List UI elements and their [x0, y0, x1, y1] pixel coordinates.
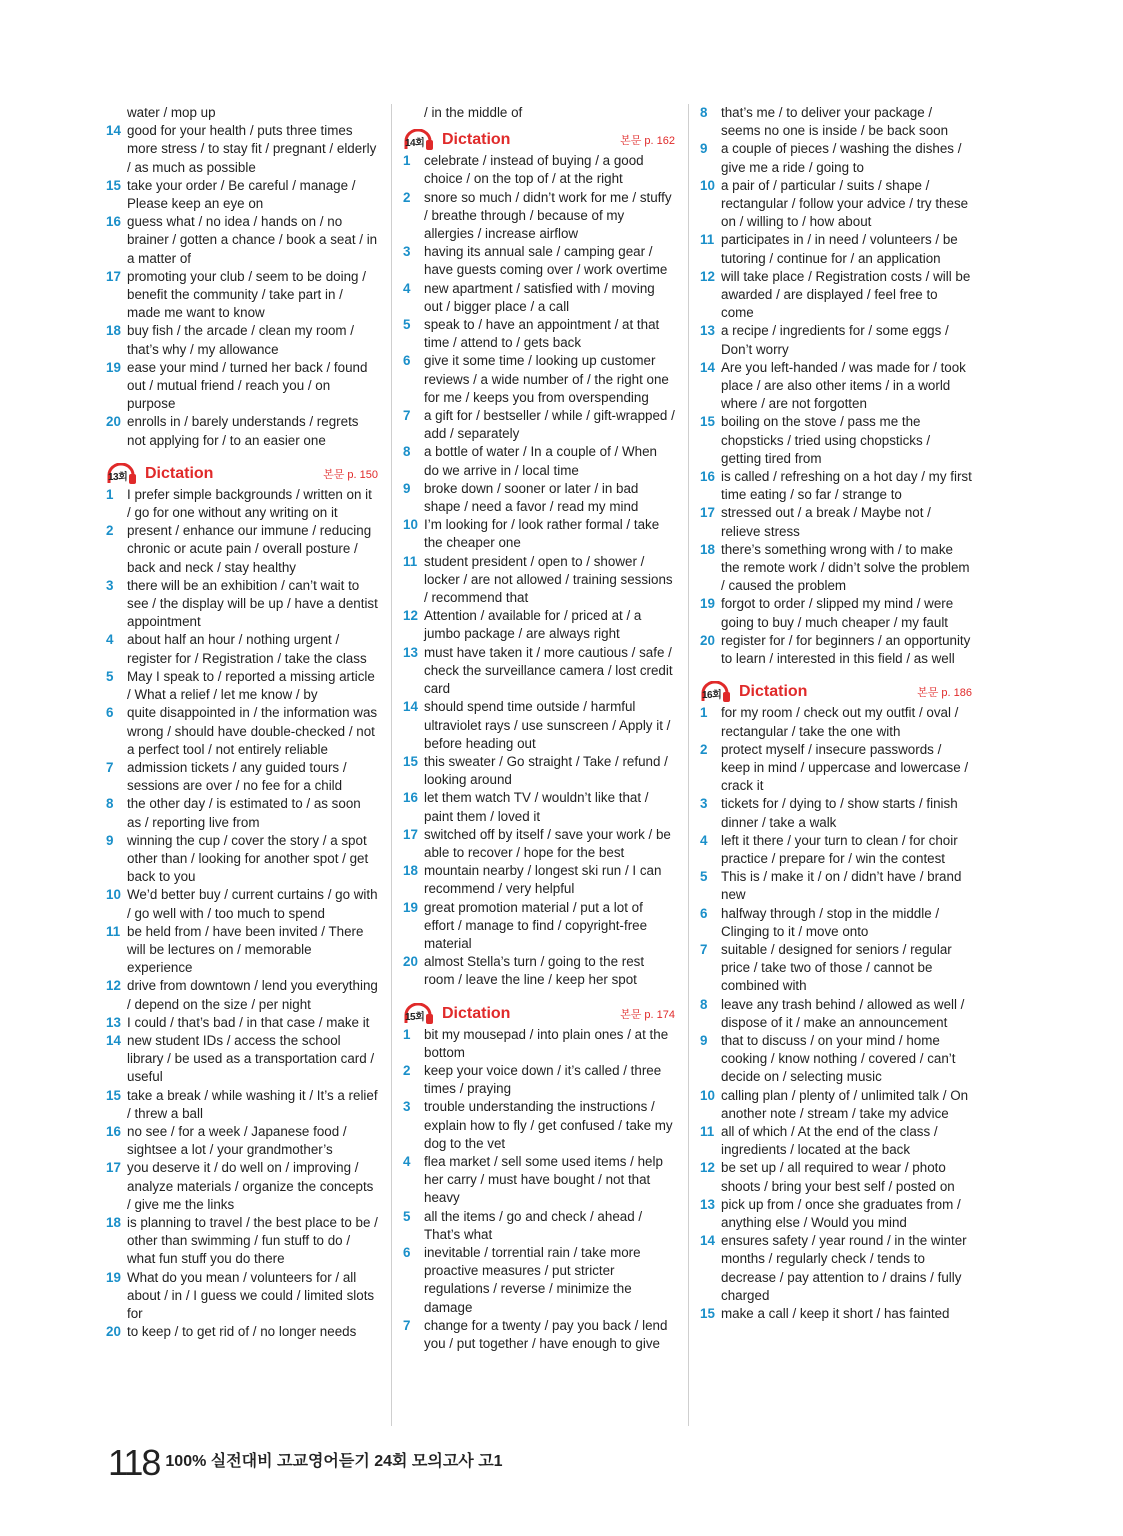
item-number: 5: [700, 869, 708, 885]
list-item: [106, 413, 378, 449]
item-text: inevitable / torrential rain / take more proactive measures / put stricter regulations / reverse / minimize the damage: [424, 1244, 641, 1315]
list-item: [106, 1323, 378, 1341]
page-number: 118: [108, 1442, 160, 1483]
headphones-icon: [403, 1003, 439, 1025]
list-item: [106, 213, 378, 268]
list-item: [403, 1208, 675, 1244]
item-number: 11: [700, 232, 715, 248]
item-number: 9: [403, 480, 411, 496]
item-text: I’m looking for / look rather formal / take the cheaper one: [424, 517, 660, 551]
item-text: a gift for / bestseller / while / gift-wrapped / add / separately: [424, 408, 675, 442]
item-number: 11: [106, 923, 121, 939]
item-text: May I speak to / reported a missing article / What a relief / let me know / by: [127, 668, 375, 703]
section-title: Dictation: [442, 1004, 511, 1022]
session-badge: 16회: [702, 690, 722, 702]
item-text: be set up / all required to wear / photo shoots / bring your best self / posted on: [721, 1160, 955, 1194]
column-3: [700, 104, 972, 1323]
item-number: 17: [700, 505, 715, 521]
list-item: [106, 122, 378, 177]
list-item: [106, 486, 378, 522]
item-number: 1: [403, 1026, 411, 1042]
item-text: ensures safety / year round / in the winter months / regularly check / tends to decrease / pay attention to / drains / fully charged: [721, 1233, 967, 1303]
item-number: 4: [403, 280, 411, 296]
session-badge: 14회: [405, 138, 425, 150]
list-item: [700, 231, 972, 267]
list-item: [700, 868, 972, 904]
item-text: that’s me / to deliver your package / seems no one is inside / be back soon: [721, 105, 949, 139]
item-number: 14: [106, 1032, 121, 1048]
list-item: [403, 352, 675, 407]
list-item: [106, 1269, 378, 1324]
book-title: 100% 실전대비 고교영어듣기 24회 모의고사 고1: [165, 1453, 503, 1470]
list-item: [700, 832, 972, 868]
item-text: This is / make it / on / didn’t have / brand new: [721, 869, 962, 903]
item-text: flea market / sell some used items / help her carry / must have bought / not that heavy: [424, 1153, 663, 1206]
item-text: bit my mousepad / into plain ones / at the bottom: [424, 1026, 669, 1060]
item-text: We’d better buy / current curtains / go with / go well with / too much to spend: [127, 887, 378, 921]
item-number: 2: [106, 523, 114, 539]
item-text: give it some time / looking up customer reviews / a wide number of / the right one for me / keeps you from overspending: [424, 353, 669, 405]
list-item: [403, 243, 675, 279]
item-number: 13: [700, 323, 715, 339]
list-item: [700, 905, 972, 941]
answer-list: [700, 704, 972, 1323]
item-number: 9: [106, 832, 114, 848]
item-number: 11: [403, 553, 418, 569]
item-number: 12: [700, 1160, 715, 1176]
list-item: [403, 1098, 675, 1153]
item-text: should spend time outside / harmful ultraviolet rays / use sunscreen / Apply it / before heading out: [424, 699, 671, 751]
page-footer: [108, 1442, 503, 1483]
item-text: make a call / keep it short / has fainted: [721, 1306, 950, 1321]
column-divider: [688, 104, 689, 1426]
list-item: [106, 795, 378, 831]
list-item: [700, 595, 972, 631]
item-text: switched off by itself / save your work / be able to recover / hope for the best: [424, 826, 671, 860]
item-text: a pair of / particular / suits / shape / rectangular / follow your advice / try these on / willing to / how about: [721, 177, 969, 230]
list-item: [106, 1214, 378, 1269]
list-item: [403, 1317, 675, 1353]
item-number: 8: [700, 105, 708, 120]
section-title: Dictation: [739, 683, 808, 701]
list-item: [700, 322, 972, 358]
list-item: [106, 1087, 378, 1123]
item-text: participates in / in need / volunteers / be tutoring / continue for / an application: [721, 232, 958, 266]
list-item: [403, 789, 675, 825]
headphones-icon: [403, 129, 439, 151]
item-number: 18: [700, 541, 715, 557]
list-item: [403, 1153, 675, 1208]
list-item: [403, 644, 675, 699]
item-number: 8: [106, 796, 114, 812]
item-text: that to discuss / on your mind / home cooking / know nothing / covered / can’t decide on / selecting music: [721, 1032, 956, 1085]
item-number: 8: [700, 996, 708, 1012]
item-text: be held from / have been invited / There will be lectures on / memorable experience: [127, 923, 364, 976]
item-text: will take place / Registration costs / will be awarded / are displayed / feel free to come: [721, 268, 971, 321]
list-item: [403, 953, 675, 989]
item-number: 20: [106, 414, 121, 430]
item-number: 16: [700, 469, 715, 485]
item-number: 10: [106, 887, 121, 903]
list-item: [106, 886, 378, 922]
item-number: 19: [700, 596, 715, 612]
item-number: 4: [700, 832, 708, 848]
item-number: 10: [403, 517, 418, 533]
item-text: winning the cup / cover the story / a spot other than / looking for another spot / get back to you: [127, 832, 369, 885]
list-item: [403, 753, 675, 789]
list-item: [403, 516, 675, 552]
list-item: [700, 1087, 972, 1123]
list-item: [106, 1014, 378, 1032]
list-item: [106, 177, 378, 213]
list-item: [403, 443, 675, 479]
item-text: great promotion material / put a lot of effort / manage to find / copyright-free material: [424, 899, 648, 951]
item-number: 19: [106, 1269, 121, 1285]
answer-list: [106, 122, 378, 450]
item-text: Attention / available for / priced at / a jumbo package / are always right: [424, 608, 642, 642]
list-item: [106, 704, 378, 759]
list-item: [700, 1032, 972, 1087]
item-text: about half an hour / nothing urgent / register for / Registration / take the class: [127, 632, 367, 666]
list-item: [700, 504, 972, 540]
item-number: 13: [403, 644, 418, 660]
list-item: [106, 759, 378, 795]
headphones-icon: [106, 463, 142, 485]
item-text: I could / that’s bad / in that case / make it: [127, 1014, 370, 1030]
continuation-text: / in the middle of: [424, 105, 523, 120]
item-text: almost Stella’s turn / going to the rest room / leave the line / keep her spot: [424, 954, 645, 988]
item-number: 15: [700, 1306, 715, 1321]
item-number: 18: [106, 1214, 121, 1230]
item-number: 19: [106, 359, 121, 375]
item-text: all the items / go and check / ahead / That’s what: [424, 1208, 643, 1242]
item-number: 15: [106, 177, 121, 193]
list-item: [700, 140, 972, 176]
list-item: [106, 322, 378, 358]
item-text: new apartment / satisfied with / moving out / bigger place / a call: [424, 280, 655, 314]
answer-list: [700, 104, 972, 668]
item-number: 13: [700, 1196, 715, 1212]
item-text: must have taken it / more cautious / safe / check the surveillance camera / lost credit card: [424, 644, 673, 697]
list-item: [106, 668, 378, 704]
item-number: 16: [106, 1123, 121, 1139]
section-page-ref: 본문 p. 162: [620, 135, 675, 148]
item-number: 7: [403, 1317, 411, 1333]
item-text: tickets for / dying to / show starts / finish dinner / take a walk: [721, 796, 958, 830]
list-item: [403, 607, 675, 643]
item-number: 9: [700, 141, 708, 157]
item-number: 7: [106, 759, 114, 775]
list-item: [700, 1305, 972, 1323]
item-number: 2: [700, 741, 708, 757]
item-number: 10: [700, 1087, 715, 1103]
item-number: 10: [700, 177, 715, 193]
list-item: [700, 1123, 972, 1159]
section-header: [403, 129, 675, 151]
item-number: 2: [403, 1062, 411, 1078]
item-text: let them watch TV / wouldn’t like that / paint them / loved it: [424, 790, 649, 824]
section-header: [403, 1003, 675, 1025]
list-item: [700, 541, 972, 596]
headphones-icon: [700, 681, 736, 703]
item-number: 15: [403, 753, 418, 769]
list-item: [403, 1026, 675, 1062]
item-number: 12: [106, 978, 121, 994]
list-item: [106, 359, 378, 414]
list-item: [106, 1159, 378, 1214]
list-item: [403, 1062, 675, 1098]
item-text: guess what / no idea / hands on / no brainer / gotten a chance / book a seat / in a matter of: [127, 214, 378, 266]
item-text: admission tickets / any guided tours / sessions are over / no fee for a child: [127, 759, 347, 794]
item-number: 3: [403, 244, 411, 260]
item-text: keep your voice down / it’s called / three times / praying: [424, 1062, 662, 1097]
list-item: [403, 189, 675, 244]
item-text: all of which / At the end of the class / ingredients / located at the back: [721, 1123, 938, 1158]
item-text: drive from downtown / lend you everything / depend on the size / per night: [127, 978, 378, 1012]
section-header: [106, 463, 378, 485]
item-text: I prefer simple backgrounds / written on it / go for one without any writing on it: [127, 486, 372, 521]
continuation-text: water / mop up: [127, 105, 216, 120]
list-item: [106, 923, 378, 978]
list-item: [403, 553, 675, 608]
list-item: [403, 1244, 675, 1317]
item-text: calling plan / plenty of / unlimited talk / On another note / stream / take my advice: [721, 1087, 969, 1121]
item-text: promoting your club / seem to be doing / benefit the community / take part in / made me want to know: [127, 268, 366, 321]
list-item: [106, 1123, 378, 1159]
item-text: register for / for beginners / an opportunity to learn / interested in this field / as well: [721, 632, 971, 667]
answer-list: [403, 1026, 675, 1354]
item-text: quite disappointed in / the information was wrong / should have double-checked / not a perfect tool / not entirely reliable: [127, 705, 378, 757]
item-text: this sweater / Go straight / Take / refund / looking around: [424, 753, 668, 788]
list-item: [403, 407, 675, 443]
list-item: [700, 1196, 972, 1232]
item-text: buy fish / the arcade / clean my room / that’s why / my allowance: [127, 323, 355, 357]
list-item: [700, 996, 972, 1032]
item-number: 5: [403, 317, 411, 333]
item-number: 2: [403, 189, 411, 205]
item-text: stressed out / a break / Maybe not / relieve stress: [721, 505, 931, 539]
list-item: [403, 899, 675, 954]
item-number: 18: [106, 323, 121, 339]
item-text: a bottle of water / In a couple of / When do we arrive in / local time: [424, 444, 657, 478]
item-number: 12: [700, 268, 715, 284]
item-text: having its annual sale / camping gear / have guests coming over / work overtime: [424, 244, 668, 278]
item-text: is called / refreshing on a hot day / my first time eating / so far / strange to: [721, 469, 972, 503]
list-item: [106, 977, 378, 1013]
list-item: [700, 795, 972, 831]
item-number: 6: [403, 1244, 411, 1260]
list-item: [700, 704, 972, 740]
item-number: 1: [106, 486, 114, 502]
item-text: pick up from / once she graduates from / anything else / Would you mind: [721, 1196, 961, 1230]
item-text: change for a twenty / pay you back / lend you / put together / have enough to give: [424, 1317, 668, 1351]
item-number: 17: [106, 268, 121, 284]
section-page-ref: 본문 p. 150: [323, 468, 378, 481]
item-text: forgot to order / slipped my mind / were going to buy / much cheaper / my fault: [721, 596, 954, 630]
session-badge: 13회: [108, 471, 128, 483]
item-text: left it there / your turn to clean / for choir practice / prepare for / win the contest: [721, 832, 958, 866]
item-number: 7: [403, 408, 411, 424]
list-item: [106, 522, 378, 577]
item-number: 16: [403, 790, 418, 806]
item-number: 5: [106, 668, 114, 684]
item-text: the other day / is estimated to / as soon as / reporting live from: [127, 796, 361, 830]
list-item: [700, 1232, 972, 1305]
list-item: [700, 359, 972, 414]
item-number: 16: [106, 214, 121, 230]
item-text: take your order / Be careful / manage / Please keep an eye on: [127, 177, 356, 212]
answer-list: [106, 486, 378, 1342]
item-text: a couple of pieces / washing the dishes / give me a ride / going to: [721, 141, 962, 175]
item-text: to keep / to get rid of / no longer needs: [127, 1324, 357, 1340]
list-item: [403, 152, 675, 188]
item-number: 5: [403, 1208, 411, 1224]
item-number: 20: [700, 632, 715, 648]
item-number: 14: [106, 123, 121, 139]
item-number: 14: [700, 359, 715, 375]
list-item: [403, 280, 675, 316]
item-text: Are you left-handed / was made for / took place / are also other items / in a world where / are not forgotten: [721, 359, 966, 412]
item-number: 20: [403, 954, 418, 970]
item-number: 13: [106, 1014, 121, 1030]
session-badge: 15회: [405, 1011, 425, 1023]
item-number: 3: [700, 796, 708, 812]
item-number: 6: [700, 905, 708, 921]
column-2: [403, 104, 675, 1353]
item-number: 4: [106, 632, 114, 648]
list-item: [403, 480, 675, 516]
item-text: trouble understanding the instructions / explain how to fly / get confused / take my dog to the vet: [424, 1099, 673, 1151]
item-text: ease your mind / turned her back / found out / mutual friend / reach you / on purpose: [127, 359, 368, 412]
item-text: a recipe / ingredients for / some eggs / Don’t worry: [721, 323, 949, 357]
item-text: is planning to travel / the best place to be / other than swimming / fun stuff to do / what fun stuff you do there: [127, 1214, 378, 1267]
list-item: [106, 577, 378, 632]
item-text: no see / for a week / Japanese food / sightsee a lot / your grandmother’s: [127, 1123, 347, 1158]
list-item: [700, 177, 972, 232]
item-text: present / enhance our immune / reducing chronic or acute pain / overall posture / back and neck / stay healthy: [127, 523, 372, 575]
item-number: 1: [700, 705, 708, 721]
item-number: 20: [106, 1324, 121, 1340]
item-number: 15: [700, 414, 715, 430]
item-number: 3: [106, 577, 114, 593]
item-text: speak to / have an appointment / at that time / attend to / gets back: [424, 317, 660, 351]
item-text: you deserve it / do well on / improving / analyze materials / organize the concepts / give me the links: [127, 1160, 374, 1212]
item-number: 14: [700, 1233, 715, 1249]
list-item: [106, 1032, 378, 1087]
item-number: 6: [403, 353, 411, 369]
list-item: [700, 413, 972, 468]
item-number: 15: [106, 1087, 121, 1103]
item-text: student president / open to / shower / locker / are not allowed / training sessions / recommend that: [424, 553, 673, 606]
column-divider: [391, 104, 392, 1426]
item-number: 18: [403, 863, 418, 879]
list-item: [700, 941, 972, 996]
section-title: Dictation: [145, 464, 214, 482]
section-page-ref: 본문 p. 174: [620, 1008, 675, 1021]
item-text: good for your health / puts three times more stress / to stay fit / pregnant / elderly / as much as possible: [127, 123, 377, 175]
section-title: Dictation: [442, 131, 511, 149]
item-number: 8: [403, 444, 411, 460]
list-item: [403, 316, 675, 352]
list-item: [700, 1159, 972, 1195]
answer-list: [403, 152, 675, 989]
list-item: [106, 832, 378, 887]
item-number: 4: [403, 1153, 411, 1169]
item-number: 12: [403, 608, 418, 624]
item-text: leave any trash behind / allowed as well / dispose of it / make an announcement: [721, 996, 965, 1030]
column-1: [106, 104, 378, 1341]
item-text: enrolls in / barely understands / regrets not applying for / to an easier one: [127, 414, 359, 448]
item-text: What do you mean / volunteers for / all about / in / I guess we could / limited slots for: [127, 1269, 375, 1321]
item-number: 1: [403, 153, 411, 169]
list-item: [403, 862, 675, 898]
item-number: 9: [700, 1032, 708, 1048]
list-item: [700, 468, 972, 504]
section-header: [700, 681, 972, 703]
item-number: 17: [403, 826, 418, 842]
item-number: 14: [403, 699, 418, 715]
item-number: 7: [700, 941, 708, 957]
list-item: [106, 268, 378, 323]
item-number: 19: [403, 899, 418, 915]
item-text: new student IDs / access the school library / be used as a transportation card / useful: [127, 1032, 375, 1085]
list-item: [700, 104, 972, 140]
item-text: protect myself / insecure passwords / keep in mind / uppercase and lowercase / crack it: [721, 741, 969, 794]
item-number: 11: [700, 1123, 715, 1139]
item-number: 17: [106, 1160, 121, 1176]
list-item: [700, 632, 972, 668]
item-text: there’s something wrong with / to make the remote work / didn’t solve the problem / caused the problem: [721, 541, 970, 594]
list-item: [700, 268, 972, 323]
item-text: broke down / sooner or later / in bad shape / need a favor / read my mind: [424, 480, 639, 515]
list-item: [106, 631, 378, 667]
item-text: mountain nearby / longest ski run / I can recommend / very helpful: [424, 863, 662, 897]
item-text: take a break / while washing it / It’s a relief / threw a ball: [127, 1087, 378, 1121]
item-text: halfway through / stop in the middle / Clinging to it / move onto: [721, 905, 940, 939]
item-number: 3: [403, 1099, 411, 1115]
list-item: [700, 741, 972, 796]
item-text: there will be an exhibition / can’t wait to see / the display will be up / have a dentist appointment: [127, 577, 378, 630]
section-page-ref: 본문 p. 186: [917, 687, 972, 700]
list-item: [403, 698, 675, 753]
item-text: suitable / designed for seniors / regular price / take two of those / cannot be combined with: [721, 941, 952, 994]
item-text: celebrate / instead of buying / a good choice / on the top of / at the right: [424, 153, 644, 187]
list-item: [403, 826, 675, 862]
item-text: boiling on the stove / pass me the chopsticks / tried using chopsticks / getting tired from: [721, 414, 931, 466]
item-text: for my room / check out my outfit / oval / rectangular / take the one with: [721, 705, 959, 739]
item-number: 6: [106, 705, 114, 721]
item-text: snore so much / didn’t work for me / stuffy / breathe through / because of my allergies / increase airflow: [424, 189, 672, 242]
